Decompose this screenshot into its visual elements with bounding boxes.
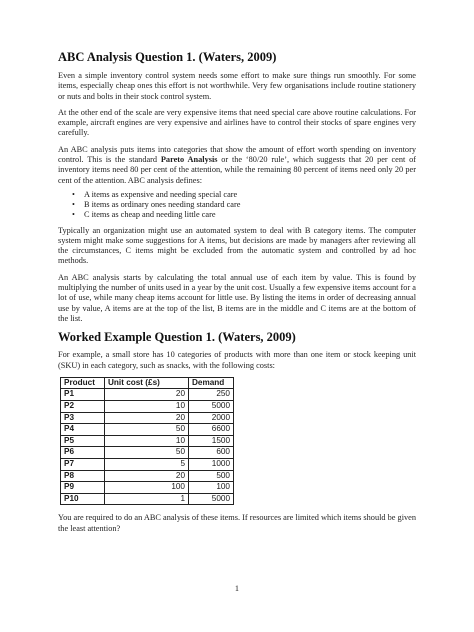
table-row [61,389,234,401]
column-header-product: Product [61,377,105,389]
product-cell: P4 [61,424,105,436]
bullet-icon: • [72,210,75,220]
product-cell: P8 [61,470,105,482]
unit-cost-cell: 100 [105,482,189,494]
table-row [61,470,234,482]
bullet-icon: • [72,189,75,199]
demand-cell: 250 [189,389,234,401]
page-number: 1 [234,584,240,593]
unit-cost-cell: 5 [105,459,189,471]
column-header-unit-cost: Unit cost (£s) [105,377,189,389]
list-item [72,200,416,210]
table-row [61,459,234,471]
paragraph: At the other end of the scale are very expensive items that need special care above routine calculations. For example, aircraft engines are very expensive and airlines have to control their stocks of spare engines very carefully. [58,107,416,138]
product-cell: P5 [61,435,105,447]
product-cell: P2 [61,401,105,413]
list-item-text: B items as ordinary ones needing standard care [84,200,241,210]
product-cell: P10 [61,493,105,505]
unit-cost-cell: 20 [105,470,189,482]
unit-cost-cell: 10 [105,435,189,447]
table-row [61,401,234,413]
paragraph-text: or the ‘80/20 rule’, which suggests that 20 per cent of inventory items need 80 per cent of the attention, while the remaining 80 percent of items need only 20 per cent of the attention. ABC analysis defines: [58,155,416,185]
product-cell: P3 [61,412,105,424]
unit-cost-cell: 50 [105,447,189,459]
demand-cell: 5000 [189,401,234,413]
paragraph-question: You are required to do an ABC analysis of these items. If resources are limited which items should be given the least attention? [58,513,416,533]
demand-cell: 5000 [189,493,234,505]
unit-cost-cell: 20 [105,412,189,424]
unit-cost-cell: 10 [105,401,189,413]
table-row [61,493,234,505]
product-cell: P1 [61,389,105,401]
paragraph-pareto [58,145,416,186]
paragraph-text: An ABC analysis puts items into categories that show the amount of effort worth spending on inventory control. This is the standard [58,144,416,165]
paragraph: For example, a small store has 10 categories of products with more than one item or stock keeping unit (SKU) in each category, such as snacks, with the following costs: [58,350,416,370]
list-item [72,210,416,220]
column-header-demand: Demand [189,377,234,389]
table-header-row [61,377,234,389]
table-row [61,424,234,436]
unit-cost-cell: 50 [105,424,189,436]
page-content [58,50,416,540]
demand-cell: 100 [189,482,234,494]
product-cell: P9 [61,482,105,494]
list-item-text: C items as cheap and needing little care [84,210,216,220]
abc-category-list [58,190,416,221]
product-cell: P6 [61,447,105,459]
product-cell: P7 [61,459,105,471]
section-title-abc-analysis: ABC Analysis Question 1. (Waters, 2009) [58,50,277,64]
demand-cell: 600 [189,447,234,459]
list-item [72,190,416,200]
bullet-icon: • [72,200,75,210]
table-row [61,435,234,447]
table-row [61,412,234,424]
demand-cell: 1000 [189,459,234,471]
paragraph: An ABC analysis starts by calculating the total annual use of each item by value. This is found by multiplying the number of units used in a year by the unit cost. Usually a few expensive items account for a lot of use, while many cheap items account for little use. By listing the items in order of decreasing annual use by value, A items are at the top of the list, B items are in the middle and C items are at the bottom of the list. [58,272,416,323]
table-row [61,447,234,459]
unit-cost-cell: 20 [105,389,189,401]
pareto-analysis-term: Pareto Analysis [160,155,218,165]
demand-cell: 2000 [189,412,234,424]
demand-cell: 1500 [189,435,234,447]
demand-cell: 500 [189,470,234,482]
unit-cost-cell: 1 [105,493,189,505]
demand-cell: 6600 [189,424,234,436]
product-table [60,377,234,506]
table-row [61,482,234,494]
list-item-text: A items as expensive and needing special care [84,189,238,199]
paragraph: Typically an organization might use an automated system to deal with B category items. The computer system might make some suggestions for A items, but decisions are made by managers after reviewing all the circumstances, C items might be excluded from the automatic system and controlled by ad hoc methods. [58,225,416,266]
paragraph: Even a simple inventory control system needs some effort to make sure things run smoothly. For some items, especially cheap ones this effort is not worthwhile. Very few organisations include routine stationery or nuts and bolts in their stock control system. [58,71,416,101]
section-title-worked-example: Worked Example Question 1. (Waters, 2009) [58,330,296,345]
